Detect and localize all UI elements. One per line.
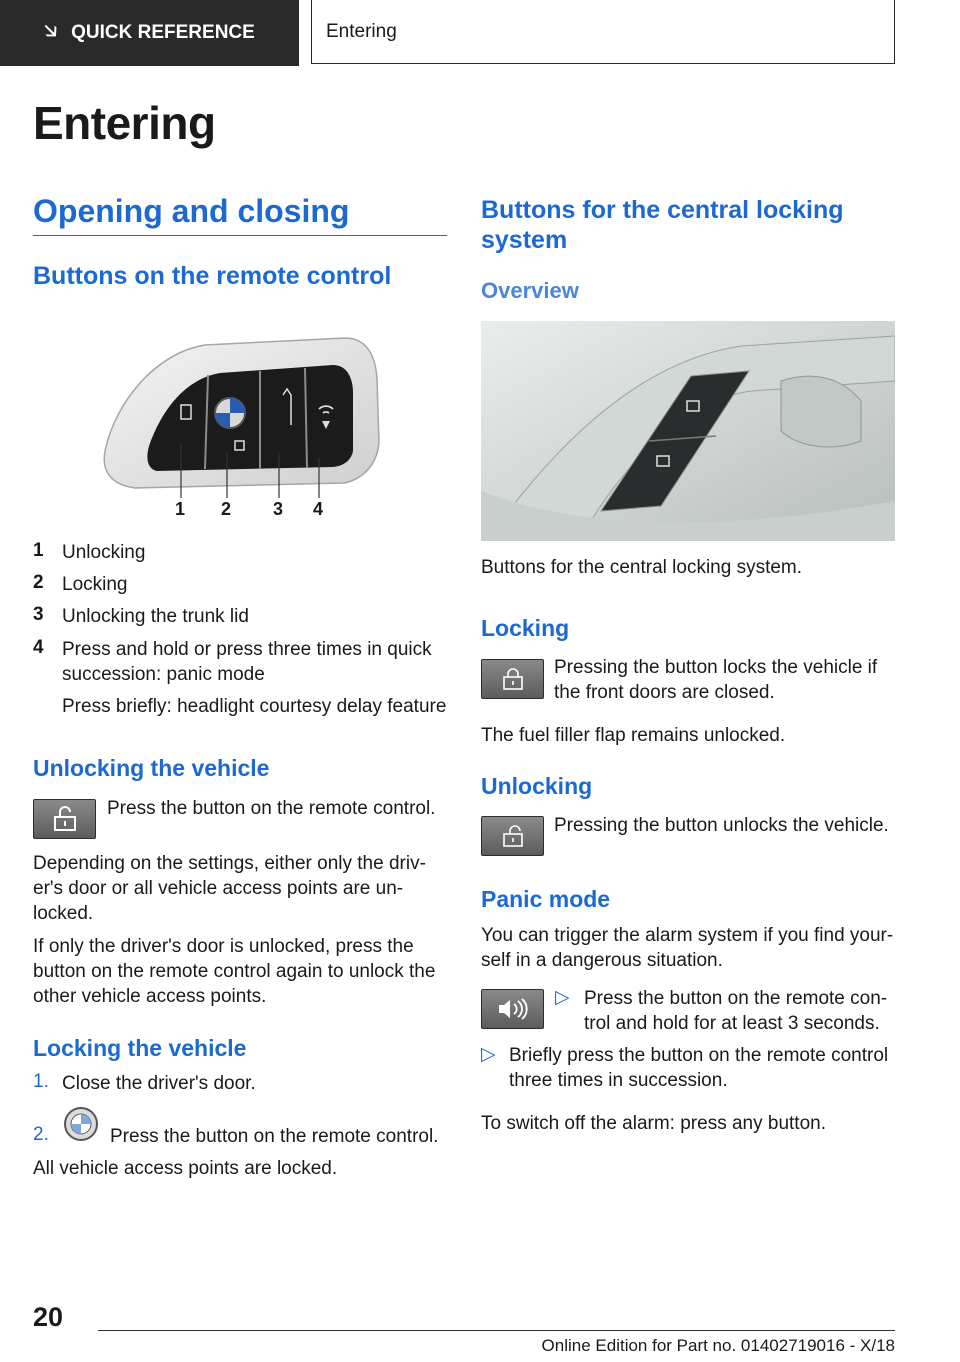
chapter-tab-label: Entering [326, 20, 397, 42]
lock-button-image [481, 659, 544, 699]
bullet-marker-1: ▷ [555, 987, 570, 1008]
unlock-central-button-image [481, 816, 544, 856]
figure-label-2: 2 [221, 499, 232, 519]
step-text-2: Press the button on the remote control. [110, 1126, 439, 1147]
unlocking-heading: Unlocking [481, 773, 593, 799]
panic-button-image [481, 989, 544, 1029]
unlocking-text: Pressing the button unlocks the vehicle. [554, 815, 889, 836]
locking-note: The fuel filler flap remains unlocked. [481, 725, 786, 746]
legend-text-2: Locking [62, 574, 128, 595]
switch-off-text: To switch off the alarm: press any button. [481, 1113, 826, 1134]
chapter-tab[interactable] [311, 0, 895, 64]
unlock-button-image [33, 799, 96, 839]
legend-text-3: Unlocking the trunk lid [62, 606, 249, 627]
locking-text: Pressing the button locks the vehicle if the front doors are closed. [554, 657, 878, 703]
legend-text-4-sub: Press briefly: headlight courtesy delay feature [62, 696, 447, 717]
step-text-1: Close the driver's door. [62, 1073, 256, 1094]
figure-label-4: 4 [313, 499, 324, 519]
step-num-2: 2. [33, 1124, 49, 1145]
section-tab-label: QUICK REFERENCE [71, 22, 255, 43]
unlock-central-icon [501, 825, 525, 847]
locking-result-text: All vehicle access points are locked. [33, 1158, 338, 1179]
unlocking-paragraph-2: If only the driver's door is unlocked, press the button on the remote control again to unlock the other vehicle access points. [33, 936, 436, 1007]
section-tab[interactable] [0, 0, 299, 66]
lock-icon [501, 668, 525, 690]
figure-label-3: 3 [273, 499, 284, 519]
locking-heading: Locking [481, 615, 570, 641]
photo-caption: Buttons for the central locking system. [481, 557, 803, 578]
bullet-text-1: Press the button on the remote con- trol and hold for at least 3 seconds. [584, 988, 888, 1034]
page-number: 20 [33, 1302, 64, 1332]
unlocking-vehicle-heading: Unlocking the vehicle [33, 755, 270, 781]
legend-text-1: Unlocking [62, 542, 146, 563]
step-num-1: 1. [33, 1071, 49, 1092]
figure-label-1: 1 [175, 499, 186, 519]
panic-mode-heading: Panic mode [481, 886, 611, 912]
remote-key-illustration [95, 333, 385, 523]
legend-num-2: 2 [33, 572, 44, 593]
locking-vehicle-heading: Locking the vehicle [33, 1035, 247, 1061]
legend-text-4: Press and hold or press three times in quick succession: panic mode [62, 639, 432, 685]
panic-intro: You can trigger the alarm system if you find your- self in a dangerous situation. [481, 925, 894, 971]
unlock-icon [50, 806, 80, 832]
page-title: Entering [33, 97, 216, 149]
remote-buttons-heading: Buttons on the remote control [33, 262, 392, 290]
footer-rule [98, 1330, 895, 1331]
unlocking-vehicle-text: Press the button on the remote control. [107, 798, 436, 819]
bmw-logo-icon [63, 1106, 99, 1142]
legend-num-3: 3 [33, 604, 44, 625]
pin-icon: 🡦 [44, 20, 58, 42]
unlocking-paragraph-1: Depending on the settings, either only the driv- er's door or all vehicle access points are un- locked. [33, 853, 426, 924]
legend-num-1: 1 [33, 540, 44, 561]
bullet-text-2: Briefly press the button on the remote control three times in succession. [509, 1045, 889, 1091]
speaker-icon [496, 997, 530, 1021]
central-locking-photo [481, 321, 895, 541]
overview-heading: Overview [481, 278, 579, 303]
edition-note: Online Edition for Part no. 01402719016 - X/18 [541, 1336, 895, 1355]
heading-rule [33, 235, 447, 236]
bullet-marker-2: ▷ [481, 1044, 496, 1065]
opening-closing-heading: Opening and closing [33, 193, 350, 229]
central-locking-heading: Buttons for the central locking system [481, 196, 844, 254]
legend-num-4: 4 [33, 637, 44, 658]
